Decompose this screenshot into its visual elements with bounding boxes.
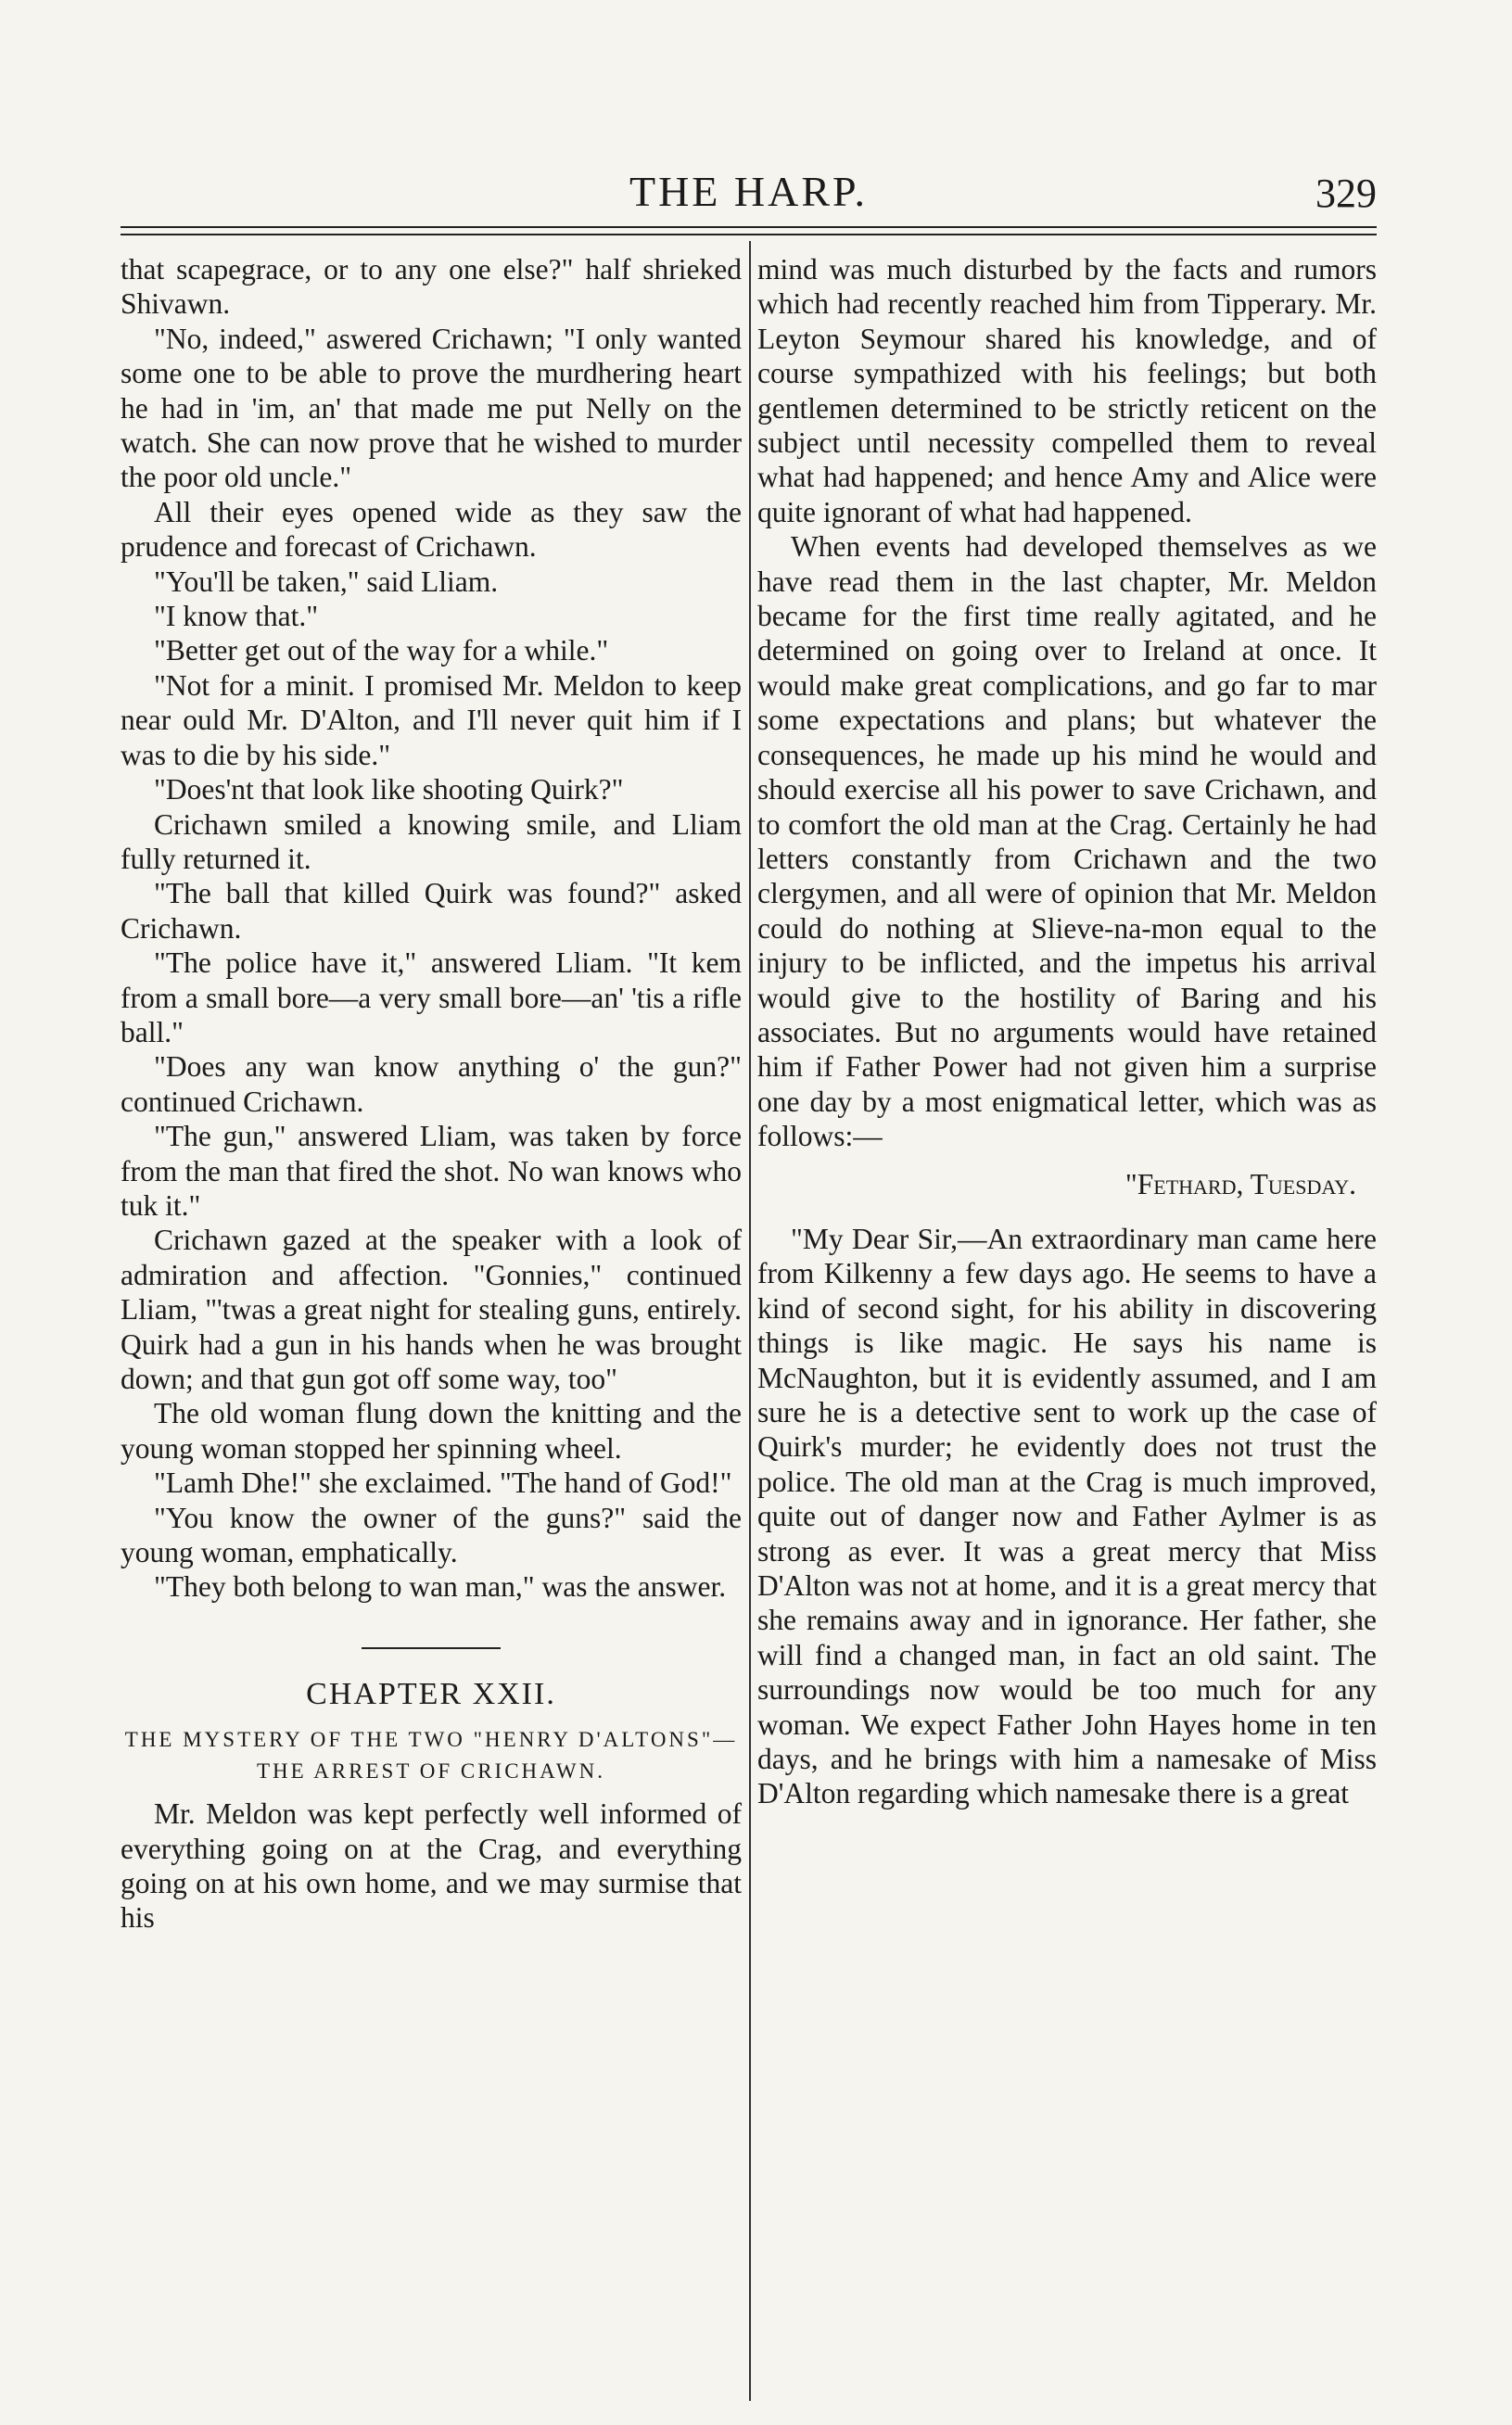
chapter-subtitle: THE MYSTERY OF THE TWO "HENRY D'ALTONS"—THE ARREST OF CRICHAWN. xyxy=(124,1728,738,1784)
column-divider xyxy=(749,241,751,2401)
paragraph: "The ball that killed Quirk was found?" asked Crichawn. xyxy=(121,877,742,945)
paragraph: When events had developed themselves as we have read them in the last chapter, Mr. Meldon became for the first time really agitated, and he determined on going over to Ireland at once. It would make great complications, and go far to mar some expectations and plans; but whatever the consequences, he made up his mind he would and should exercise all his power to save Crichawn, and to comfort the old man at the Crag. Certainly he had letters constantly from Crichawn and the two clergymen, and all were of opinion that Mr. Meldon could do nothing at Slieve-na-mon equal to the injury to be inflicted, and the impetus his arrival would give to the hostility of Baring and his associates. But no arguments would have retained him if Father Power had not given him a surprise one day by a most enigmatical letter, which was as follows:— xyxy=(757,530,1377,1153)
paragraph: All their eyes opened wide as they saw the prudence and forecast of Crichawn. xyxy=(121,495,742,564)
paragraph: "You'll be taken," said Lliam. xyxy=(154,565,499,598)
letter-paragraph: "My Dear Sir,—An extraordinary man came here from Kilkenny a few days ago. He seems to have a kind of second sight, for his ability in discovering things is like magic. He says his name is McNaughton, but it is evidently assumed, and I am sure he is a detective sent to work up the case of Quirk's murder; he evidently does not trust the police. The old man at the Crag is much improved, quite out of danger now and Father Aylmer is as strong as ever. It was a great mercy that Miss D'Alton was not at home, and it is a great mercy that she remains away and in ignorance. Her father, she will find a changed man, in fact an old saint. The surroundings now would be too much for any woman. We expect Father John Hayes home in ten days, and he brings with him a namesake of Miss D'Alton regarding which namesake there is a great xyxy=(757,1222,1377,1810)
paragraph: "You know the owner of the guns?" said the young woman, emphatically. xyxy=(121,1501,742,1569)
paragraph: "The gun," answered Lliam, was taken by force from the man that fired the shot. No wan knows who tuk it." xyxy=(121,1120,742,1222)
header-rule-top xyxy=(121,226,1377,228)
paragraph: that scapegrace, or to any one else?" half shrieked Shivawn. xyxy=(121,253,742,321)
paragraph: "Does any wan know anything o' the gun?" continued Crichawn. xyxy=(121,1050,742,1118)
paragraph: "I know that." xyxy=(154,600,319,633)
paragraph: "No, indeed," aswered Crichawn; "I only wanted some one to be able to prove the murdhering heart he had in 'im, an' that made me put Nelly on the watch. She can now prove that he wished to murder the poor old uncle." xyxy=(121,322,742,494)
chapter-separator-rule xyxy=(362,1647,501,1649)
paragraph: The old woman flung down the knitting and the young woman stopped her spinning wheel. xyxy=(121,1397,742,1465)
page-header xyxy=(121,167,1377,222)
page-number: 329 xyxy=(1315,171,1377,216)
header-rule-bottom xyxy=(121,234,1377,235)
paragraph: "Lamh Dhe!" she exclaimed. "The hand of God!" xyxy=(154,1466,732,1500)
running-title: THE HARP. xyxy=(629,168,869,215)
right-column xyxy=(757,252,1377,1811)
paragraph: Crichawn gazed at the speaker with a look of admiration and affection. "Gonnies," continued Lliam, "'twas a great night for stealing guns, entirely. Quirk had a gun in his hands when he was brought down; and that gun got off some way, too" xyxy=(121,1224,742,1395)
paragraph: "They both belong to wan man," was the answer. xyxy=(154,1570,727,1604)
paragraph: "Does'nt that look like shooting Quirk?" xyxy=(154,773,624,806)
letter-dateline: "Fethard, Tuesday. xyxy=(1124,1167,1356,1200)
paragraph: "Better get out of the way for a while." xyxy=(154,634,609,667)
paragraph: mind was much disturbed by the facts and rumors which had recently reached him from Tipperary. Mr. Leyton Seymour shared his knowledge, and of course sympathized with his feelings; but both gentlemen determined to be strictly reticent on the subject until necessity compelled them to reveal what had happened; and hence Amy and Alice were quite ignorant of what had happened. xyxy=(757,253,1377,528)
paragraph: "Not for a minit. I promised Mr. Meldon to keep near ould Mr. D'Alton, and I'll never quit him if I was to die by his side." xyxy=(121,668,742,771)
chapter-opening-paragraph: Mr. Meldon was kept perfectly well informed of everything going on at the Crag, and everything going on at his own home, and we may surmise that his xyxy=(121,1797,742,1935)
paragraph: "The police have it," answered Lliam. "It kem from a small bore—a very small bore—an' 'tis a rifle ball." xyxy=(121,946,742,1048)
paragraph: Crichawn smiled a knowing smile, and Lliam fully returned it. xyxy=(121,807,742,875)
chapter-title: CHAPTER XXII. xyxy=(306,1676,556,1711)
left-column xyxy=(121,252,742,1936)
